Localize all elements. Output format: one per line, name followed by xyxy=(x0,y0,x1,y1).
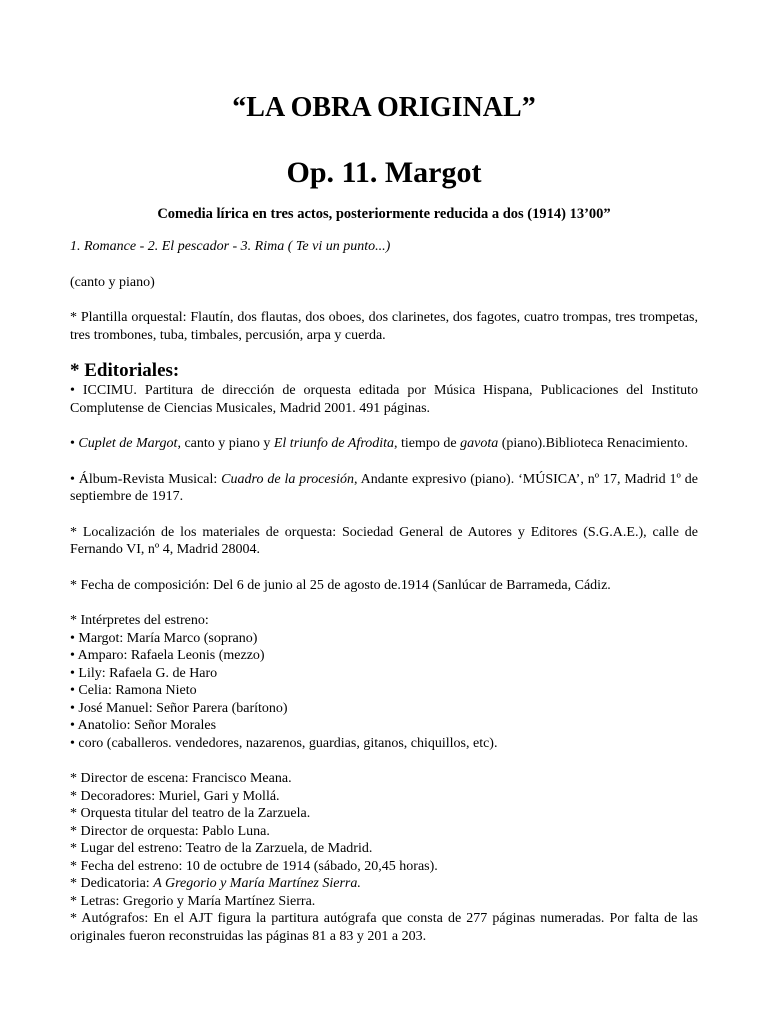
text-fragment: , tiempo de xyxy=(394,436,461,451)
editorial-cuplet xyxy=(70,435,698,453)
list-item: • coro (caballeros. vendedores, nazarenos, guardias, gitanos, chiquillos, etc). xyxy=(70,735,498,751)
list-item: • Margot: María Marco (soprano) xyxy=(70,630,258,646)
text-fragment: , Andante expresivo (piano). ‘MÚSICA’, nº 17, Madrid 1º de septiembre de 1917. xyxy=(70,471,698,504)
autografos: * Autógrafos: En el AJT figura la partitura autógrafa que consta de 277 páginas numeradas. Por falta de las originales fueron reconstruidas las páginas 81 a 83 y 201 a 203. xyxy=(70,911,698,944)
work-title: Cuadro de la procesión xyxy=(221,471,354,487)
list-item: * Director de escena: Francisco Meana. xyxy=(70,771,292,786)
work-title: gavota xyxy=(460,436,499,451)
editorial-album xyxy=(70,471,698,506)
letras: * Letras: Gregorio y María Martínez Sierra. xyxy=(70,893,316,909)
localizacion-materiales: * Localización de los materiales de orquesta: Sociedad General de Autores y Editores (S.G.A.E.), calle de Fernando VI, nº 4, Madrid 28004. xyxy=(70,524,698,557)
dedicatoria xyxy=(70,875,698,893)
text-fragment: • Álbum-Revista Musical: xyxy=(70,471,222,487)
list-item: * Director de orquesta: Pablo Luna. xyxy=(70,823,270,839)
numbers-text: 1. Romance - 2. El pescador - 3. Rima ( Te vi un punto...) xyxy=(70,239,391,254)
list-item: • José Manuel: Señor Parera (barítono) xyxy=(70,700,288,716)
text-fragment: (piano).Biblioteca Renacimiento. xyxy=(498,436,688,451)
list-item: * Fecha del estreno: 10 de octubre de 1914 (sábado, 20,45 horas). xyxy=(70,858,438,874)
dedicatoria-value: A Gregorio y María Martínez Sierra. xyxy=(153,876,361,891)
list-item: • Lily: Rafaela G. de Haro xyxy=(70,665,218,681)
opus-title: Op. 11. Margot xyxy=(286,156,482,189)
editoriales-heading: * Editoriales: xyxy=(70,360,180,381)
document-body xyxy=(70,238,698,945)
list-item: • Celia: Ramona Nieto xyxy=(70,683,197,698)
interpretes-heading: * Intérpretes del estreno: xyxy=(70,613,209,628)
list-item: • Amparo: Rafaela Leonis (mezzo) xyxy=(70,648,265,663)
numbers-list xyxy=(70,238,698,256)
list-item: * Decoradores: Muriel, Gari y Mollá. xyxy=(70,788,280,804)
text-fragment: , canto y piano y xyxy=(177,436,274,451)
list-item: * Orquesta titular del teatro de la Zarzuela. xyxy=(70,806,311,821)
work-title: Cuplet de Margot xyxy=(78,436,178,451)
work-title: El triunfo de Afrodita xyxy=(273,436,395,451)
scoring-note: (canto y piano) xyxy=(70,274,155,290)
plantilla-orquestal: * Plantilla orquestal: Flautín, dos flautas, dos oboes, dos clarinetes, dos fagotes, cuatro trompas, tres trompetas, tres trombones, tuba, timbales, percusión, arpa y cuerda. xyxy=(70,310,698,343)
details-list xyxy=(70,770,698,910)
editorial-iccimu: • ICCIMU. Partitura de dirección de orquesta editada por Música Hispana, Publicaciones del Instituto Complutense de Ciencias Musicales, Madrid 2001. 491 páginas. xyxy=(70,383,698,416)
bullet: • xyxy=(70,436,79,451)
fecha-composicion: * Fecha de composición: Del 6 de junio al 25 de agosto de.1914 (Sanlúcar de Barrameda, Cádiz. xyxy=(70,577,611,593)
work-subtitle: Comedia lírica en tres actos, posteriormente reducida a dos (1914) 13’00” xyxy=(157,206,611,222)
list-item: • Anatolio: Señor Morales xyxy=(70,718,217,733)
text-fragment: * Dedicatoria: xyxy=(70,876,154,891)
list-item: * Lugar del estreno: Teatro de la Zarzuela, de Madrid. xyxy=(70,841,373,856)
interpretes-list xyxy=(70,630,698,753)
document-title: “LA OBRA ORIGINAL” xyxy=(232,92,536,123)
